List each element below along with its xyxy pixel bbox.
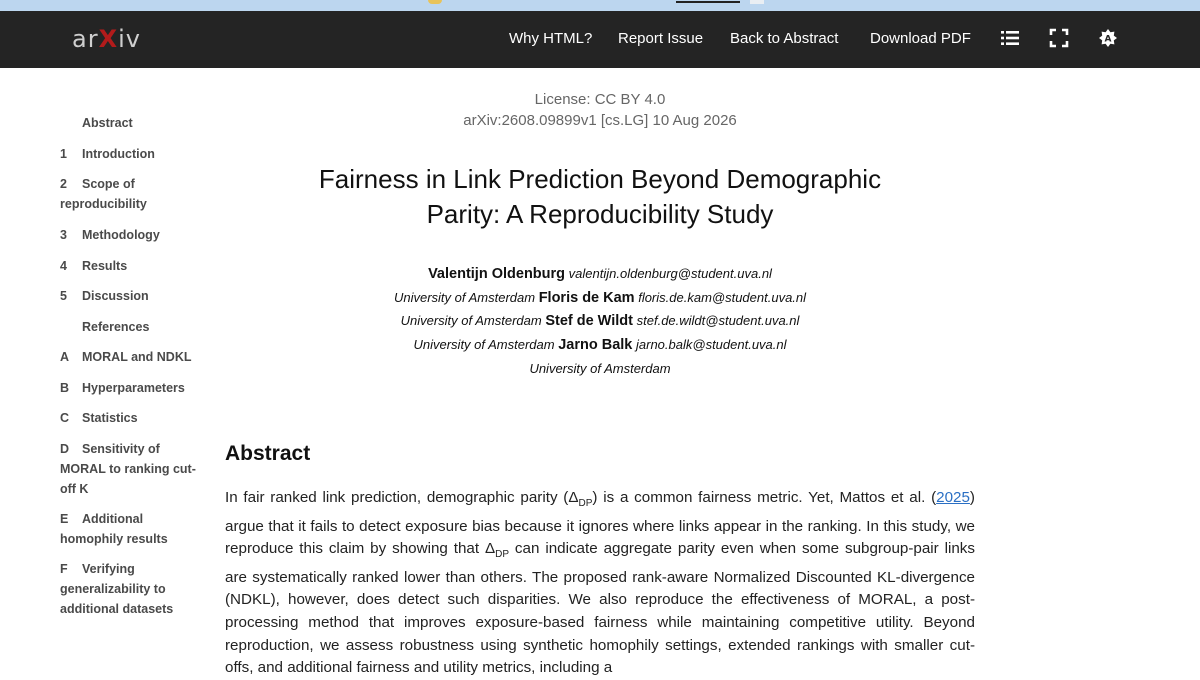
math-subscript-dp: DP — [578, 498, 593, 510]
svg-text:A: A — [1104, 34, 1112, 45]
author-line-5 — [0, 361, 1200, 376]
author-affiliation: University of Amsterdam — [393, 290, 536, 305]
toc-item-moral-ndkl[interactable]: A MORAL and NDKL — [60, 350, 192, 364]
browser-top-strip — [0, 0, 1200, 11]
paper-title: Fairness in Link Prediction Beyond Demographic Parity: A Reproducibility Study — [318, 164, 882, 229]
author-line-3 — [0, 313, 1200, 329]
license-text: License: CC BY 4.0 — [534, 91, 666, 108]
author-line-1 — [0, 266, 1200, 282]
abstract-heading: Abstract — [225, 442, 311, 465]
arxiv-logo[interactable] — [72, 25, 141, 53]
abstract-paragraph: In fair ranked link prediction, demographic parity $(\Delta_{DP})$ is a common fairness metric. Yet, Mattos et al. (2025) argue that it fails to detect exposure bias because it ignores where links appear in the ranking. In this study, we reproduce this claim by showing that $\Delta_{DP}$ can indicate aggregate parity even when some subgroup-pair links are systematically ranked lower than others. The proposed rank-aware Normalized Discounted KL-divergence (NDKL), however, does detect such disparities. We also reproduce the effectiveness of MORAL, a post-processing method that improves exposure-based fairness while maintaining competitive utility. Beyond reproduction, we assess robustness using synthetic homophily settings, extended rankings with smaller cut-offs, and additional fairness and utility metrics, including a — [225, 489, 975, 677]
report-issue-link[interactable]: Report Issue — [618, 30, 704, 47]
toc-item-results[interactable]: 4 Results — [60, 259, 128, 273]
banner-link-underline — [676, 1, 740, 3]
math-delta: Δ — [484, 540, 496, 558]
author-line-4 — [0, 337, 1200, 353]
fullscreen-icon[interactable] — [1049, 28, 1069, 48]
toc-item-introduction[interactable]: 1 Introduction — [60, 147, 155, 161]
download-pdf-link[interactable]: Download PDF — [870, 30, 971, 47]
author-name: Valentijn Oldenburg — [428, 266, 566, 282]
banner-close-button[interactable] — [750, 0, 764, 4]
arxiv-identifier: arXiv:2608.09899v1 [cs.LG] 10 Aug 2026 — [463, 112, 737, 129]
author-line-2 — [0, 290, 1200, 306]
logo-text-x: X — [98, 25, 119, 53]
logo-text-left: ar — [72, 25, 99, 53]
logo-text-right: iv — [118, 25, 141, 53]
toc-item-methodology[interactable]: 3 Methodology — [60, 228, 160, 242]
author-name: Stef de Wildt — [545, 313, 633, 329]
author-email: valentijn.oldenburg@student.uva.nl — [568, 266, 772, 281]
toc-item-discussion[interactable]: 5 Discussion — [60, 289, 149, 303]
top-navbar — [0, 11, 1200, 68]
author-name: Floris de Kam — [538, 290, 635, 306]
author-affiliation: University of Amsterdam — [400, 313, 542, 328]
citation-link[interactable]: 2025 — [936, 489, 970, 506]
toc-item-statistics[interactable]: C Statistics — [60, 411, 138, 425]
theme-toggle-icon[interactable] — [1098, 28, 1118, 48]
why-html-link[interactable]: Why HTML? — [509, 30, 593, 47]
math-delta: Δ — [568, 489, 579, 506]
author-name: Jarno Balk — [558, 337, 633, 353]
toc-item-sensitivity[interactable]: D Sensitivity of MORAL to ranking cut-off K — [60, 442, 196, 496]
toc-item-homophily[interactable]: E Additional homophily results — [60, 512, 168, 546]
toc-item-references[interactable]: References — [82, 320, 150, 334]
author-affiliation: University of Amsterdam — [413, 337, 555, 352]
back-to-abstract-link[interactable]: Back to Abstract — [730, 30, 839, 47]
author-affiliation: University of Amsterdam — [529, 361, 671, 376]
banner-emoji-icon — [428, 0, 442, 4]
author-email: jarno.balk@student.uva.nl — [636, 337, 787, 352]
toc-item-scope[interactable]: 2 Scope of reproducibility — [60, 177, 147, 211]
toc-item-hyperparameters[interactable]: B Hyperparameters — [60, 381, 185, 395]
math-subscript-dp: DP — [495, 549, 510, 561]
toc-item-abstract[interactable]: Abstract — [82, 116, 133, 130]
toc-item-generalizability[interactable]: F Verifying generalizability to additional datasets — [60, 562, 174, 616]
author-email: floris.de.kam@student.uva.nl — [638, 290, 807, 305]
author-email: stef.de.wildt@student.uva.nl — [636, 313, 800, 328]
table-of-contents-icon[interactable] — [1000, 28, 1020, 48]
